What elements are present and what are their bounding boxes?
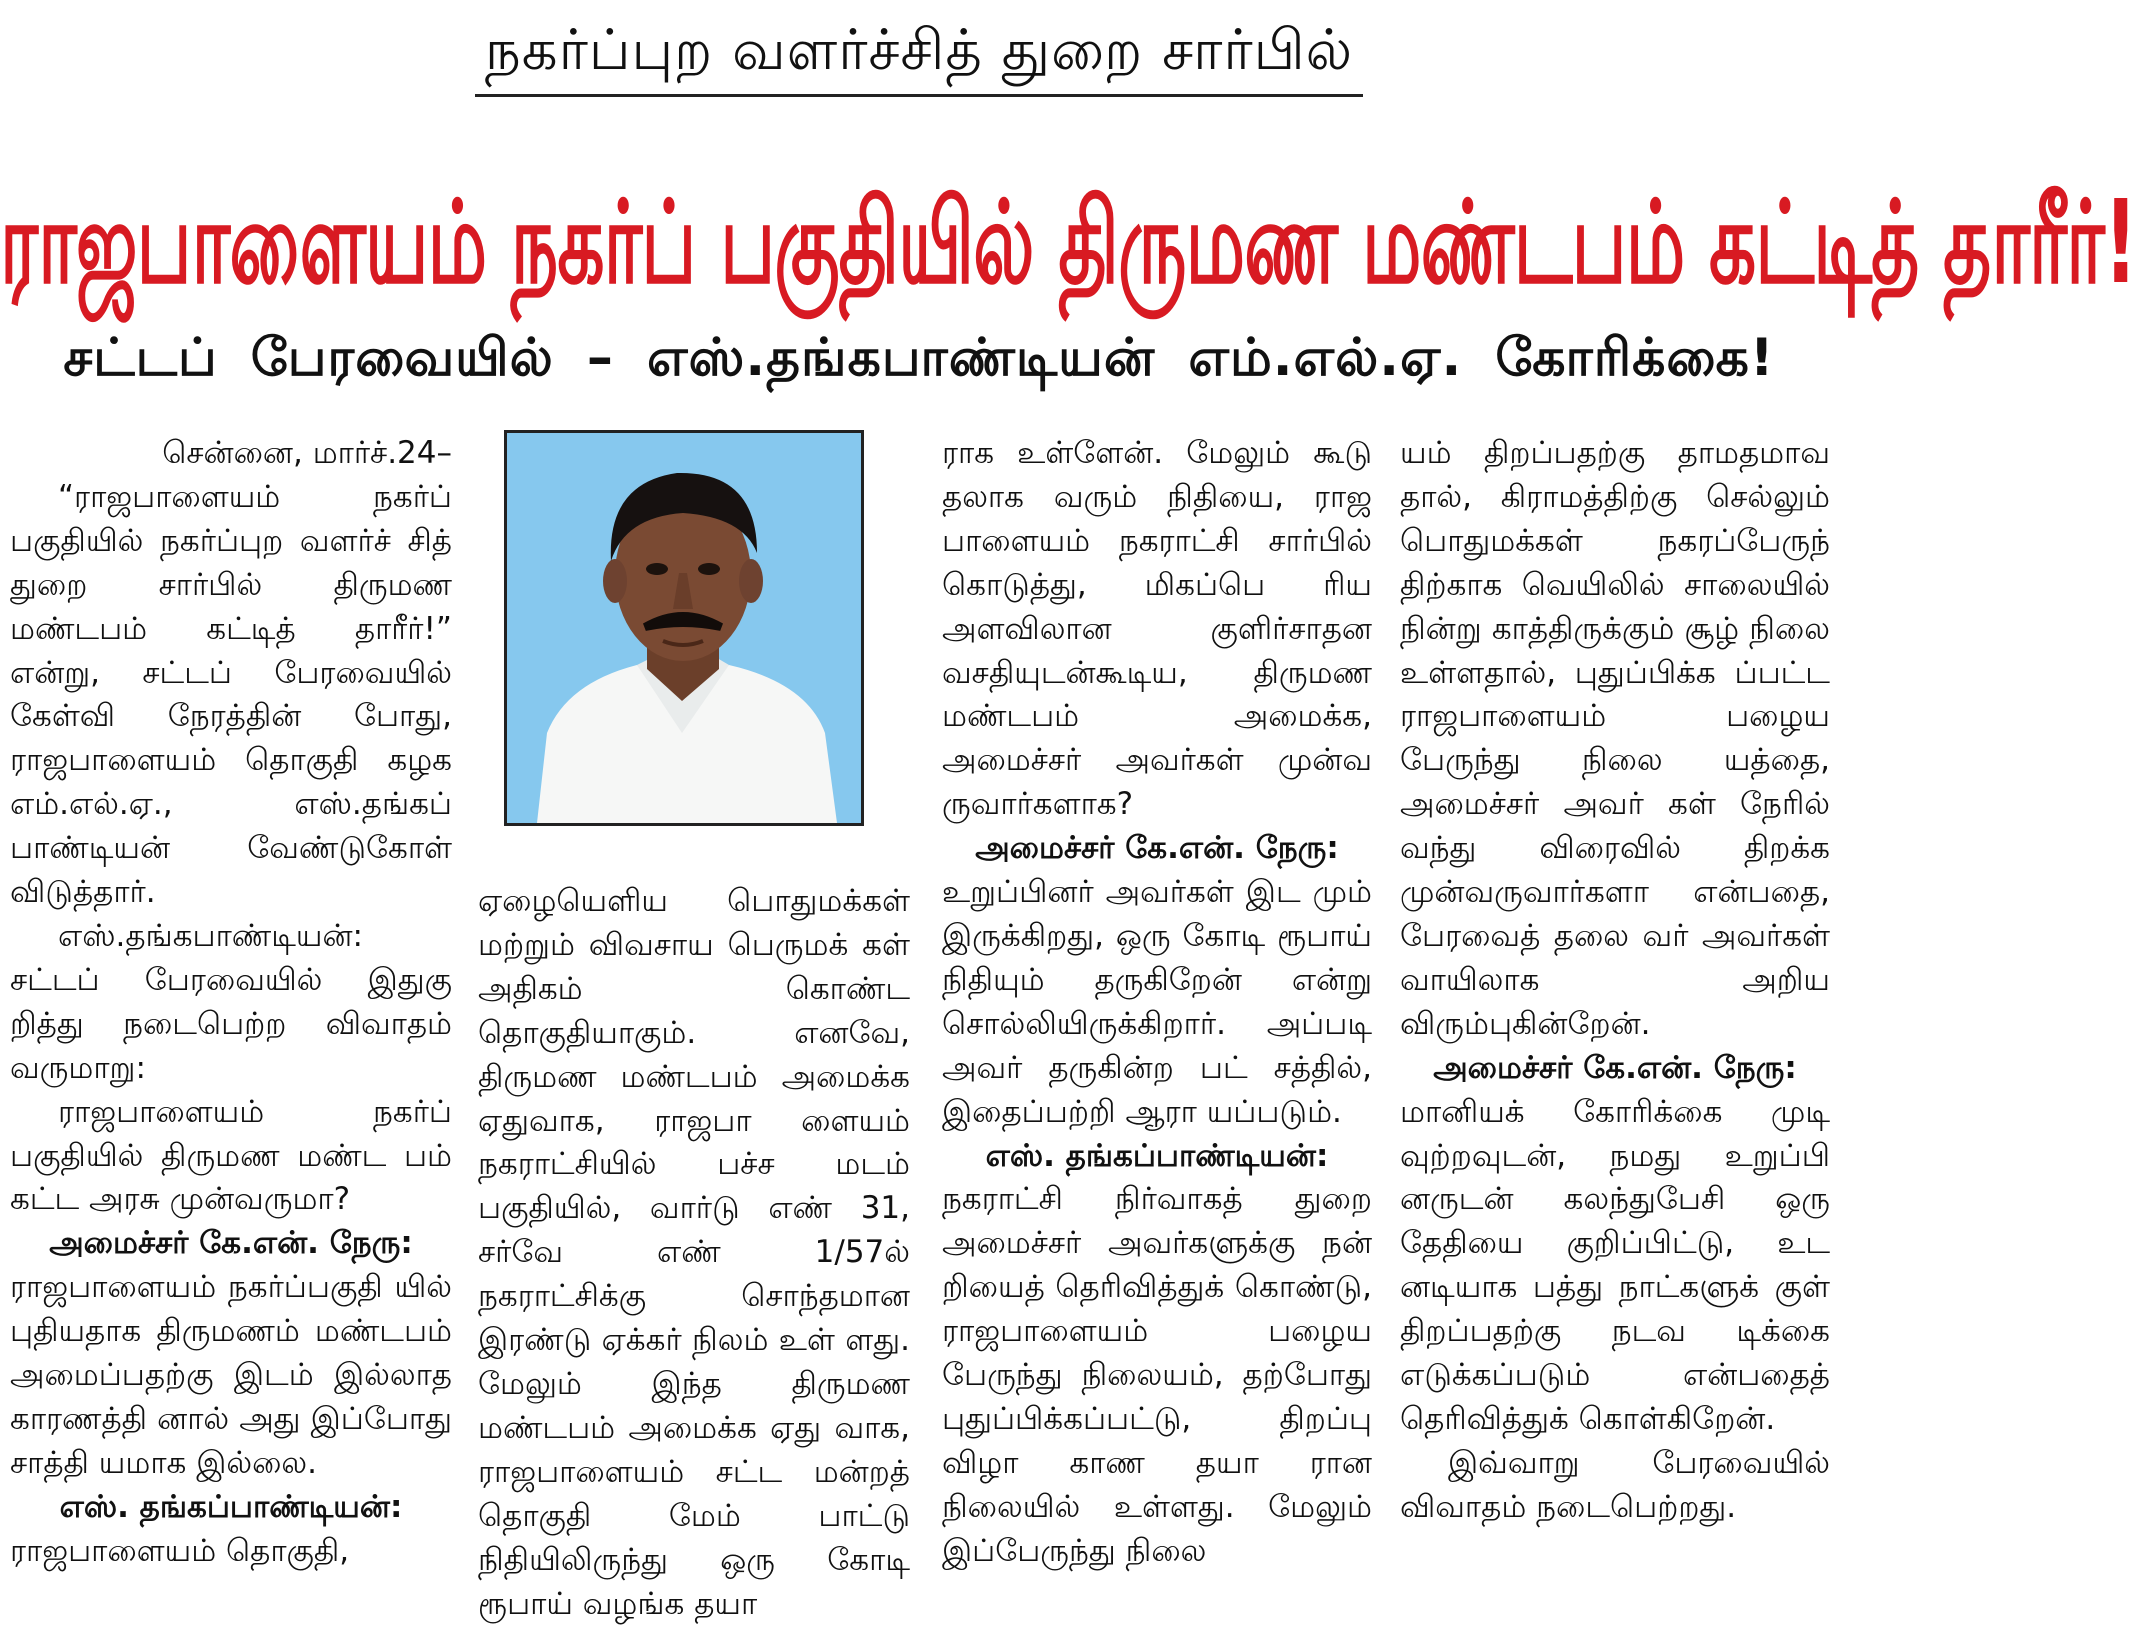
speaker-label: அமைச்சர் கே.என். நேரு: (49, 1225, 413, 1262)
article-column-1 (10, 432, 452, 1574)
article-column-4 (1400, 432, 1830, 1530)
paragraph: ராஜபாளையம் நகர்ப் பகுதியில் திருமண மண்ட பம் கட்ட அரசு முன்வருமா? (10, 1093, 452, 1218)
dateline: சென்னை, மார்ச்.24– (162, 435, 452, 471)
speaker-label: எஸ். தங்கப்பாண்டியன்: (985, 1137, 1329, 1174)
paragraph: ஏழையெளிய பொதுமக்கள் மற்றும் விவசாய பெருமக் கள் அதிகம் கொண்ட தொகுதியாகும். எனவே, திருமண மண்டபம் அமைக்க ஏதுவாக, ராஜபா ளையம் நகராட்சியில் பச்ச மடம் பகுதியில், வார்டு எண் 31, சர்வே எண் 1/57ல் நகராட்சிக்கு சொந்தமான இரண்டு ஏக்கர் நிலம் உள் ளது. மேலும் இந்த திருமண மண்டபம் அமைக்க ஏது வாக, ராஜபாளையம் சட்ட மன்றத் தொகுதி மேம் பாட்டு நிதியிலிருந்து ஒரு கோடி ரூபாய் வழங்க தயா (478, 883, 910, 1622)
main-headline: ராஜபாளையம் நகர்ப் பகுதியில் திருமண மண்டபம் கட்டித் தாரீர்! (0, 176, 2137, 310)
paragraph: உறுப்பினர் அவர்கள் இட மும் இருக்கிறது, ஒரு கோடி ரூபாய் நிதியும் தருகிறேன் என்று சொல்லியிருக்கிறார். அப்படி அவர் தருகின்ற பட் சத்தில், இதைப்பற்றி ஆரா யப்படும். (942, 874, 1372, 1130)
speaker-label: எஸ். தங்கப்பாண்டியன்: (59, 1488, 403, 1525)
paragraph: யம் திறப்பதற்கு தாமதமாவ தால், கிராமத்திற்கு செல்லும் பொதுமக்கள் நகரப்பேருந் திற்காக வெயிலில் சாலையில் நின்று காத்திருக்கும் சூழ் நிலை உள்ளதால், புதுப்பிக்க ப்பட்ட ராஜபாளையம் பழைய பேருந்து நிலை யத்தை, அமைச்சர் அவர் கள் நேரில் வந்து விரைவில் திறக்க முன்வருவார்களா என்பதை, பேரவைத் தலை வர் அவர்கள் வாயிலாக அறிய விரும்புகின்றேன். (1400, 435, 1830, 1042)
paragraph: “ராஜபாளையம் நகர்ப் பகுதியில் நகர்ப்புற வளர்ச் சித் துறை சார்பில் திருமண மண்டபம் கட்டித் தாரீர்!” என்று, சட்டப் பேரவையில் கேள்வி நேரத்தின் போது, ராஜபாளையம் தொகுதி கழக எம்.எல்.ஏ., எஸ்.தங்கப் பாண்டியன் வேண்டுகோள் விடுத்தார். (10, 478, 452, 911)
speaker-label: அமைச்சர் கே.என். நேரு: (1433, 1049, 1797, 1086)
paragraph: இவ்வாறு பேரவையில் விவாதம் நடைபெற்றது. (1400, 1444, 1830, 1525)
kicker-heading (0, 14, 1838, 97)
article-column-3 (942, 432, 1372, 1574)
paragraph: எஸ்.தங்கபாண்டியன்: சட்டப் பேரவையில் இதுகு றித்து நடைபெற்ற விவாதம் வருமாறு: (10, 917, 452, 1086)
article-column-2 (478, 880, 910, 1626)
paragraph: ராக உள்ளேன். மேலும் கூடு தலாக வரும் நிதியை, ராஜ பாளையம் நகராட்சி சார்பில் கொடுத்து, மிகப்பெ ரிய அளவிலான குளிர்சாதன வசதியுடன்கூடிய, திருமண மண்டபம் அமைக்க, அமைச்சர் அவர்கள் முன்வ ருவார்களாக? (942, 435, 1372, 823)
paragraph: மானியக் கோரிக்கை முடி வுற்றவுடன், நமது உறுப்பி னருடன் கலந்துபேசி ஒரு தேதியை குறிப்பிட்டு, உட னடியாக பத்து நாட்களுக் குள் திறப்பதற்கு நடவ டிக்கை எடுக்கப்படும் என்பதைத் தெரிவித்துக் கொள்கிறேன். (1400, 1093, 1830, 1437)
portrait-image (507, 433, 861, 823)
paragraph: ராஜபாளையம் தொகுதி, (10, 1532, 350, 1569)
portrait-photo (504, 430, 864, 826)
sub-headline: சட்டப் பேரவையில் – எஸ்.தங்கபாண்டியன் எம்.எல்.ஏ. கோரிக்கை! (63, 328, 1775, 388)
paragraph: நகராட்சி நிர்வாகத் துறை அமைச்சர் அவர்களுக்கு நன் றியைத் தெரிவித்துக் கொண்டு, ராஜபாளையம் பழைய பேருந்து நிலையம், தற்போது புதுப்பிக்கப்பட்டு, திறப்பு விழா காண தயா ரான நிலையில் உள்ளது. மேலும் இப்பேருந்து நிலை (942, 1181, 1372, 1569)
speaker-label: அமைச்சர் கே.என். நேரு: (975, 830, 1339, 867)
kicker-text: நகர்ப்புற வளர்ச்சித் துறை சார்பில் (475, 14, 1363, 97)
paragraph: ராஜபாளையம் நகர்ப்பகுதி யில் புதியதாக திருமணம் மண்டபம் அமைப்பதற்கு இடம் இல்லாத காரணத்தி னால் அது இப்போது சாத்தி யமாக இல்லை. (10, 1269, 452, 1481)
